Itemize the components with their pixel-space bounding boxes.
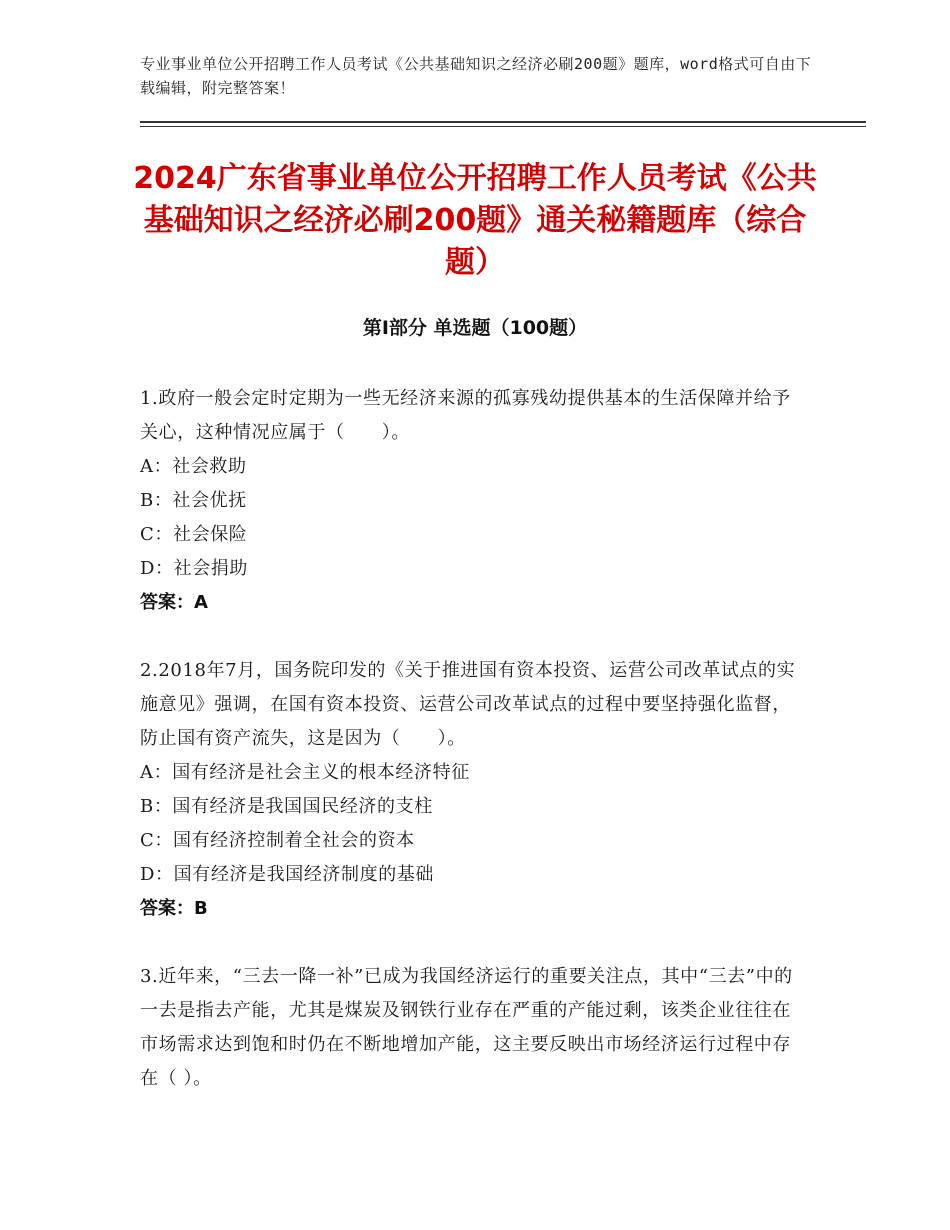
option-c: C：国有经济控制着全社会的资本 xyxy=(140,830,415,851)
question-3 xyxy=(140,960,800,1096)
option-a: A：国有经济是社会主义的根本经济特征 xyxy=(140,762,470,783)
option-b: B：社会优抚 xyxy=(140,490,247,511)
answer: 答案：B xyxy=(140,898,208,919)
section-title: 第Ⅰ部分 单选题（100题） xyxy=(362,317,588,339)
header-note: 专业事业单位公开招聘工作人员考试《公共基础知识之经济必刷200题》题库，word格式可自由下载编辑，附完整答案！ xyxy=(140,55,812,97)
header-rule-thin xyxy=(140,126,866,127)
question-stem: 2.2018年7月，国务院印发的《关于推进国有资本投资、运营公司改革试点的实施意见》强调，在国有资本投资、运营公司改革试点的过程中要坚持强化监督，防止国有资产流失，这是因为（ ）。 xyxy=(140,660,796,749)
option-list xyxy=(140,756,800,892)
option-c: C：社会保险 xyxy=(140,524,248,545)
question-2 xyxy=(140,654,800,926)
option-list xyxy=(140,450,800,586)
option-b: B：国有经济是我国国民经济的支柱 xyxy=(140,796,433,817)
question-list xyxy=(140,382,800,1130)
question-stem: 3.近年来，“三去一降一补”已成为我国经济运行的重要关注点，其中“三去”中的一去是指去产能，尤其是煤炭及钢铁行业存在严重的产能过剩，该类企业往往在市场需求达到饱和时仍在不断地增加产能，这主要反映出市场经济运行过程中存在（ ）。 xyxy=(140,966,793,1089)
question-stem: 1.政府一般会定时定期为一些无经济来源的孤寡残幼提供基本的生活保障并给予关心，这种情况应属于（ ）。 xyxy=(140,388,791,443)
question-1 xyxy=(140,382,800,620)
answer: 答案：A xyxy=(140,592,208,613)
option-d: D：社会捐助 xyxy=(140,558,249,579)
option-a: A：社会救助 xyxy=(140,456,247,477)
option-d: D：国有经济是我国经济制度的基础 xyxy=(140,864,435,885)
header-rule-thick xyxy=(140,121,866,123)
document-title: 2024广东省事业单位公开招聘工作人员考试《公共基础知识之经济必刷200题》通关秘籍题库（综合题） xyxy=(133,161,817,280)
